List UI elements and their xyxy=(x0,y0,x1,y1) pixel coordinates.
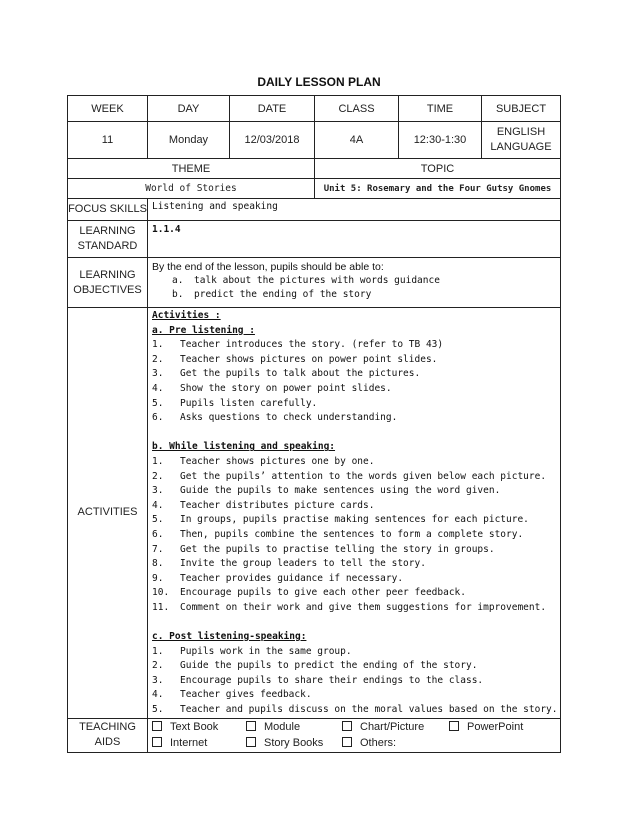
checkbox-icon[interactable] xyxy=(342,737,352,747)
theme-label: THEME xyxy=(68,159,315,179)
list-item: 5. Teacher and pupils discuss on the moral values based on the story. xyxy=(152,704,558,716)
focus-skills-row xyxy=(68,199,561,221)
theme-topic-value-row xyxy=(68,179,561,199)
list-item: 2. Guide the pupils to predict the ending of the story. xyxy=(152,660,478,672)
teaching-aids-label: TEACHING AIDS xyxy=(68,718,148,752)
checkbox-icon[interactable] xyxy=(246,721,256,731)
time-value: 12:30-1:30 xyxy=(399,122,482,159)
post-listening-title: c. Post listening-speaking: xyxy=(152,631,307,643)
list-item: 4. Show the story on power point slides. xyxy=(152,382,392,394)
activities-label: ACTIVITIES xyxy=(68,308,148,719)
date-label: DATE xyxy=(230,96,315,122)
checkbox-icon[interactable] xyxy=(152,737,162,747)
list-item: 6. Then, pupils combine the sentences to form a complete story. xyxy=(152,528,524,540)
aid-powerpoint[interactable]: PowerPoint xyxy=(449,719,523,735)
checkbox-icon[interactable] xyxy=(246,737,256,747)
list-item: 7. Get the pupils to practise telling the story in groups. xyxy=(152,543,495,555)
header-value-row xyxy=(68,122,561,159)
aid-others[interactable]: Others: xyxy=(342,735,396,751)
list-item: 9. Teacher provides guidance if necessary. xyxy=(152,572,404,584)
list-item: 3. Encourage pupils to share their endings to the class. xyxy=(152,674,484,686)
theme-value: World of Stories xyxy=(68,179,315,199)
checkbox-icon[interactable] xyxy=(152,721,162,731)
aid-chart-picture[interactable]: Chart/Picture xyxy=(342,719,424,735)
learning-standard-row xyxy=(68,221,561,258)
topic-label: TOPIC xyxy=(315,159,561,179)
list-item: 3. Get the pupils to talk about the pictures. xyxy=(152,368,421,380)
list-item: 10. Encourage pupils to give each other peer feedback. xyxy=(152,587,466,599)
theme-topic-label-row xyxy=(68,159,561,179)
learning-standard-value: 1.1.4 xyxy=(148,221,561,258)
list-item: 3. Guide the pupils to make sentences using the word given. xyxy=(152,485,501,497)
day-label: DAY xyxy=(148,96,230,122)
aid-text-book[interactable]: Text Book xyxy=(152,719,218,735)
list-item: 1. Teacher shows pictures one by one. xyxy=(152,455,375,467)
list-item: 11. Comment on their work and give them suggestions for improvement. xyxy=(152,601,547,613)
while-listening-title: b. While listening and speaking: xyxy=(152,441,336,453)
lesson-plan-table xyxy=(67,95,561,753)
list-item: 8. Invite the group leaders to tell the story. xyxy=(152,558,426,570)
list-item: 5. In groups, pupils practise making sentences for each picture. xyxy=(152,514,529,526)
list-item: 2. Teacher shows pictures on power point slides. xyxy=(152,353,438,365)
list-item: 6. Asks questions to check understanding. xyxy=(152,412,398,424)
teaching-aids-cell xyxy=(148,718,561,752)
objectives-intro: By the end of the lesson, pupils should be able to: xyxy=(152,261,384,273)
list-item: 4. Teacher distributes picture cards. xyxy=(152,499,375,511)
objective-item: b. predict the ending of the story xyxy=(172,289,372,300)
list-item: 5. Pupils listen carefully. xyxy=(152,397,318,409)
checkbox-icon[interactable] xyxy=(449,721,459,731)
page-title: DAILY LESSON PLAN xyxy=(257,75,381,89)
date-value: 12/03/2018 xyxy=(230,122,315,159)
learning-standard-label: LEARNING STANDARD xyxy=(68,221,148,258)
topic-value: Unit 5: Rosemary and the Four Gutsy Gnomes xyxy=(315,179,561,199)
aid-story-books[interactable]: Story Books xyxy=(246,735,323,751)
pre-listening-title: a. Pre listening : xyxy=(152,324,255,336)
activities-row xyxy=(68,308,561,719)
aid-internet[interactable]: Internet xyxy=(152,735,207,751)
class-label: CLASS xyxy=(315,96,399,122)
teaching-aids-row xyxy=(68,718,561,752)
header-label-row xyxy=(68,96,561,122)
list-item: 1. Pupils work in the same group. xyxy=(152,645,352,657)
focus-skills-label: FOCUS SKILLS xyxy=(68,199,148,221)
week-value: 11 xyxy=(68,122,148,159)
time-label: TIME xyxy=(399,96,482,122)
subject-value: ENGLISH LANGUAGE xyxy=(482,122,561,159)
learning-objectives-label: LEARNING OBJECTIVES xyxy=(68,258,148,308)
class-value: 4A xyxy=(315,122,399,159)
list-item: 2. Get the pupils’ attention to the words given below each picture. xyxy=(152,470,547,482)
focus-skills-value: Listening and speaking xyxy=(148,199,561,221)
list-item: 4. Teacher gives feedback. xyxy=(152,689,312,701)
list-item: 1. Teacher introduces the story. (refer to TB 43) xyxy=(152,339,444,351)
learning-objectives-cell xyxy=(148,258,561,308)
learning-objectives-row xyxy=(68,258,561,308)
aid-module[interactable]: Module xyxy=(246,719,300,735)
subject-label: SUBJECT xyxy=(482,96,561,122)
activities-cell xyxy=(148,308,561,719)
objective-item: a. talk about the pictures with words guidance xyxy=(172,275,440,286)
activities-heading: Activities : xyxy=(152,310,221,321)
day-value: Monday xyxy=(148,122,230,159)
checkbox-icon[interactable] xyxy=(342,721,352,731)
week-label: WEEK xyxy=(68,96,148,122)
